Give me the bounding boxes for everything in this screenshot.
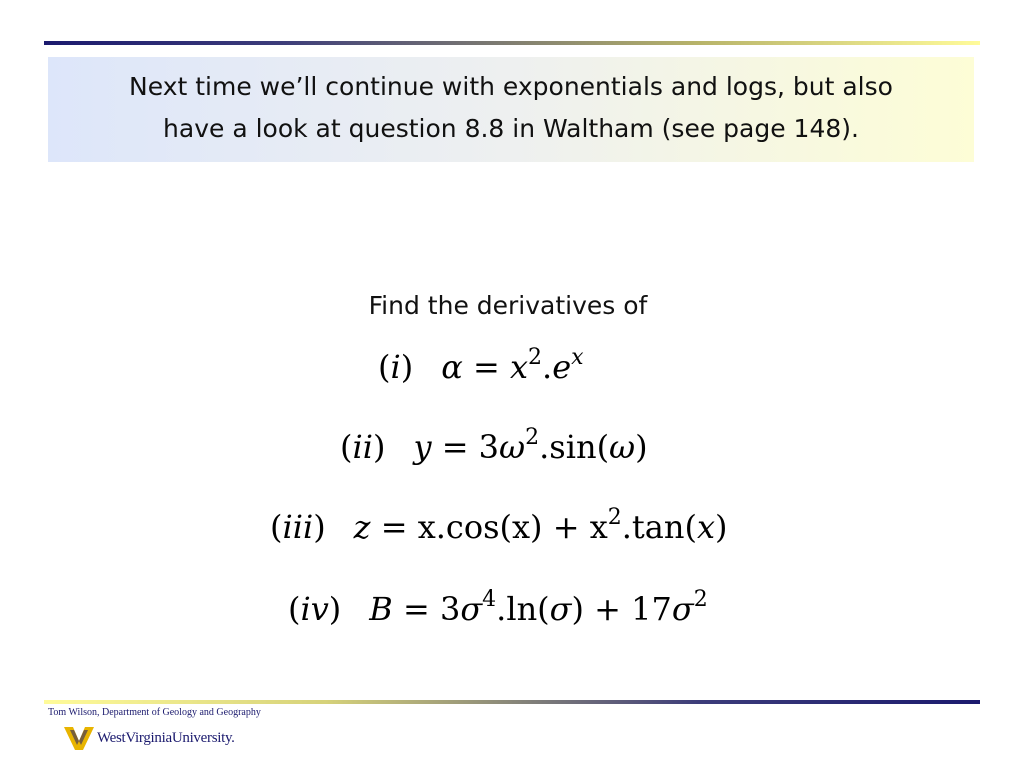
equation-ii: (ii) $y = 3\omega^2.\sin(\omega)$ — [340, 425, 648, 466]
title-line-2: have a look at question 8.8 in Waltham (see page 148). — [163, 113, 859, 143]
subtitle: Find the derivatives of — [368, 291, 648, 320]
title-box — [48, 57, 974, 162]
equation-i: (i) $\alpha = x^2.e^x$ — [378, 345, 584, 386]
wvu-logo — [64, 723, 235, 753]
flying-wv-icon — [64, 725, 94, 751]
bottom-divider — [44, 700, 980, 704]
title-line-1: Next time we’ll continue with exponentials and logs, but also — [129, 71, 893, 101]
equation-iii: (iii) $z = x.\cos(x) + x^2.\tan(x)$ — [270, 505, 728, 546]
logo-text: WestVirginiaUniversity. — [97, 729, 235, 746]
slide-title — [81, 66, 941, 150]
equation-iv: (iv) $B = 3\sigma^4.\ln(\sigma) + 17\sigma^2$ — [288, 587, 708, 628]
top-divider — [44, 41, 980, 45]
footer-author: Tom Wilson, Department of Geology and Geography — [48, 707, 261, 718]
